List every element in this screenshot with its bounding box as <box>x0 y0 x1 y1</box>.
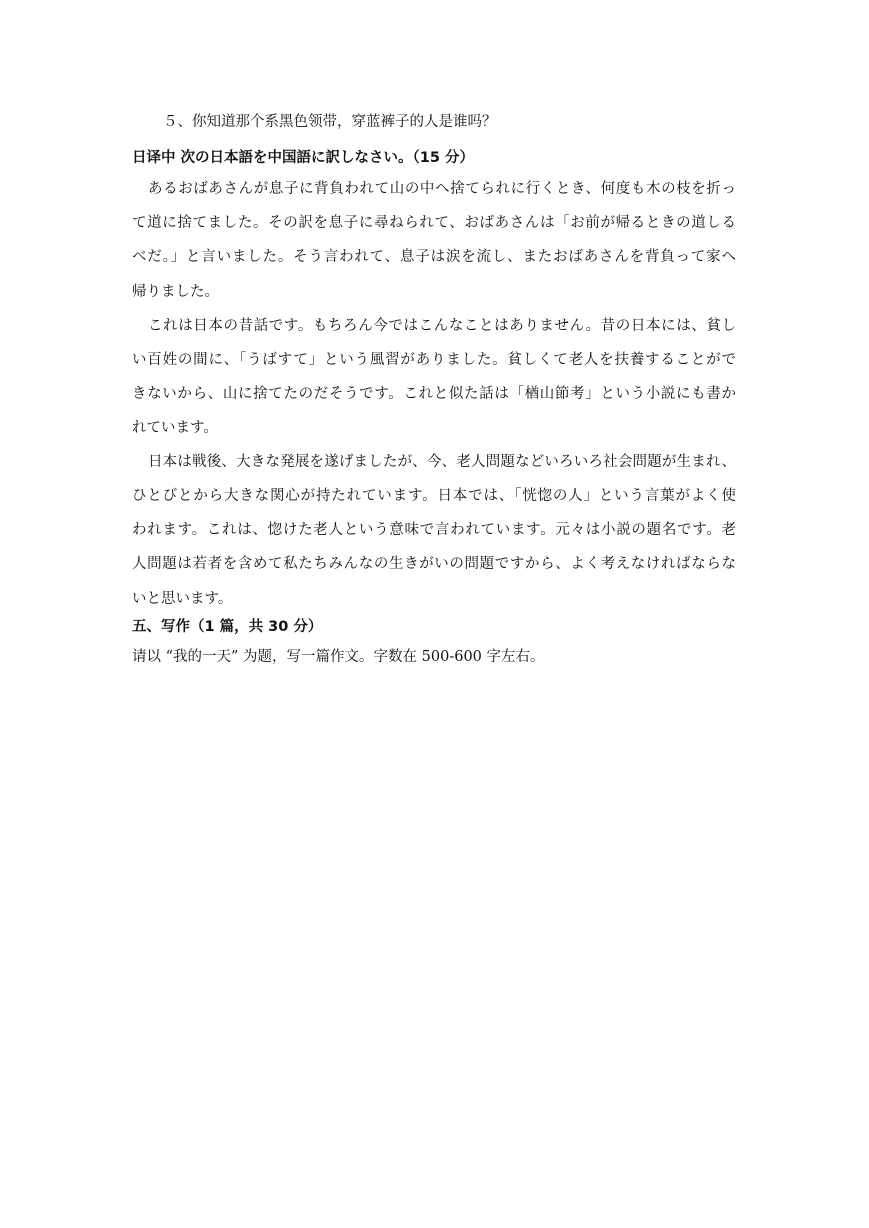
passage-line: あるおばあさんが息子に背負われて山の中へ捨てられに行くとき、何度も木の枝を折っ <box>148 181 736 197</box>
passage-line: いと思います。 <box>132 591 233 607</box>
passage-line: い百姓の間に、「うばすて」という風習がありました。貧しくて老人を扶養することがで <box>132 352 736 368</box>
passage-line: 日本は戦後、大きな発展を遂げましたが、今、老人問題などいろいろ社会問題が生まれ、 <box>148 454 736 470</box>
passage-line: これは日本の昔話です。もちろん今ではこんなことはありません。昔の日本には、貧し <box>148 318 736 334</box>
writing-prompt: 请以 “我的一天” 为题，写一篇作文。字数在 500-600 字左右。 <box>132 649 545 665</box>
section-heading-writing: 五、写作（1 篇，共 30 分） <box>132 619 323 635</box>
passage-line: れています。 <box>132 420 218 436</box>
passage-line: きないから、山に捨てたのだそうです。これと似た話は「楢山節考」という小説にも書か <box>132 386 736 402</box>
section-heading-translation: 日译中 次の日本語を中国語に訳しなさい。（15 分） <box>132 150 475 166</box>
passage-line: 帰りました。 <box>132 284 219 300</box>
passage-line: ひとびとから大きな関心が持たれています。日本では、「恍惚の人」という言葉がよく使 <box>132 488 736 504</box>
question-5: ５、你知道那个系黑色领带，穿蓝裤子的人是谁吗？ <box>163 114 497 130</box>
passage-line: われます。これは、惚けた老人という意味で言われています。元々は小説の題名です。老 <box>132 522 736 538</box>
passage-line: て道に捨てました。その訳を息子に尋ねられて、おばあさんは「お前が帰るときの道しる <box>132 215 736 231</box>
passage-line: べだ。」と言いました。そう言われて、息子は涙を流し、またおばあさんを背負って家へ <box>132 249 736 265</box>
passage-line: 人問題は若者を含めて私たちみんなの生きがいの問題ですから、よく考えなければならな <box>132 556 736 572</box>
